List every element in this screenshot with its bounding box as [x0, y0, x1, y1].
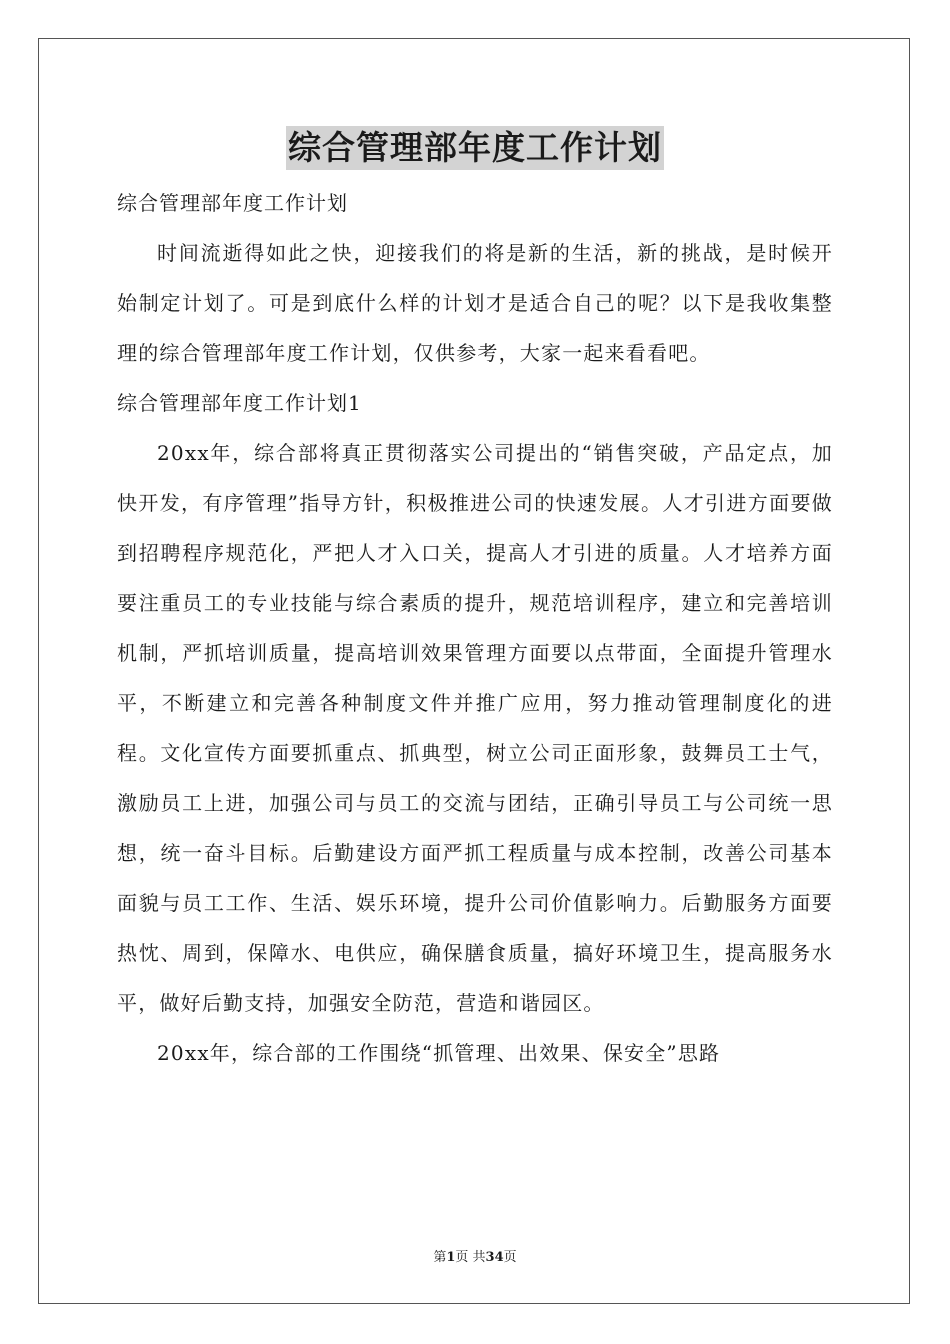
page-mid-text: 页 共 [455, 1250, 486, 1265]
page-footer [0, 1246, 950, 1265]
document-body [117, 126, 833, 1078]
document-subtitle: 综合管理部年度工作计划 [117, 191, 348, 215]
page-current-number: 1 [446, 1250, 456, 1265]
page-suffix: 页 [503, 1250, 517, 1265]
section-heading: 综合管理部年度工作计划1 [117, 391, 362, 415]
intro-paragraph: 时间流逝得如此之快，迎接我们的将是新的生活，新的挑战，是时候开始制定计划了。可是到底什么样的计划才是适合自己的呢？以下是我收集整理的综合管理部年度工作计划，仅供参考，大家一起来看看吧。 [117, 241, 833, 365]
document-title: 综合管理部年度工作计划 [286, 126, 664, 170]
body-paragraph: 20xx年，综合部将真正贯彻落实公司提出的“销售突破，产品定点，加快开发，有序管理”指导方针，积极推进公司的快速发展。人才引进方面要做到招聘程序规范化，严把人才入口关，提高人才引进的质量。人才培养方面要注重员工的专业技能与综合素质的提升，规范培训程序，建立和完善培训机制，严抓培训质量，提高培训效果管理方面要以点带面，全面提升管理水平，不断建立和完善各种制度文件并推广应用，努力推动管理制度化的进程。文化宣传方面要抓重点、抓典型，树立公司正面形象，鼓舞员工士气，激励员工上进，加强公司与员工的交流与团结，正确引导员工与公司统一思想，统一奋斗目标。后勤建设方面严抓工程质量与成本控制，改善公司基本面貌与员工工作、生活、娱乐环境，提升公司价值影响力。后勤服务方面要热忱、周到，保障水、电供应，确保膳食质量，搞好环境卫生，提高服务水平，做好后勤支持，加强安全防范，营造和谐园区。 [117, 441, 833, 1015]
page-total-number: 34 [485, 1250, 504, 1265]
body-paragraph-continued: 20xx年，综合部的工作围绕“抓管理、出效果、保安全”思路 [157, 1041, 721, 1065]
page-prefix: 第 [433, 1250, 447, 1265]
title-container [117, 126, 833, 170]
